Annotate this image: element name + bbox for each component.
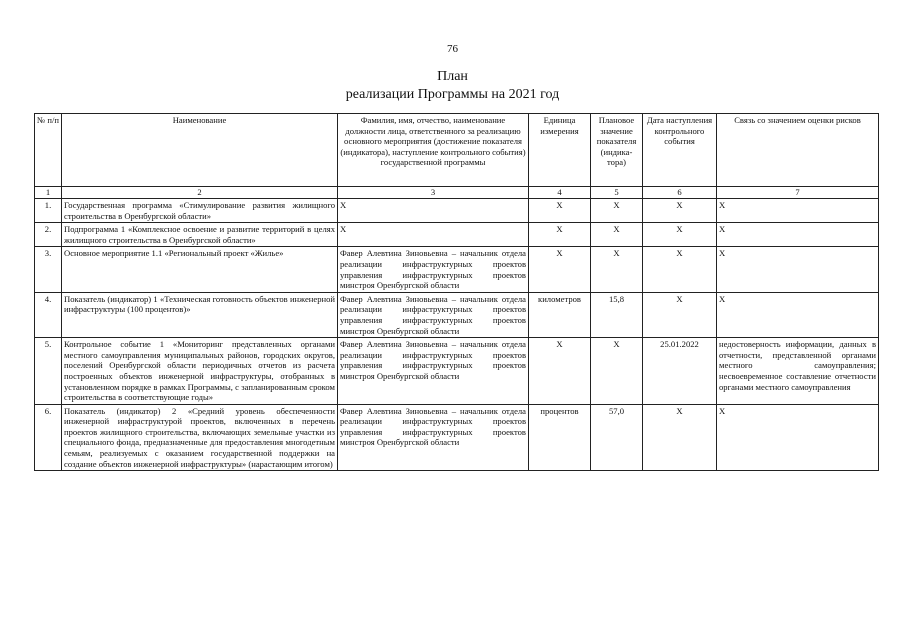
row-unit: Х — [529, 199, 591, 223]
row-responsible: Фавер Алевтина Зиновьевна – начальник отдела реализации инфраструктурных проектов управления инфраструктурных проектов минстроя Оренбургской области — [338, 338, 529, 405]
row-name: Государственная программа «Стимулирование развития жилищного строительства в Оренбургской области» — [62, 199, 338, 223]
column-number: 4 — [529, 187, 591, 199]
row-value: Х — [591, 199, 643, 223]
row-unit: Х — [529, 223, 591, 247]
row-date: 25.01.2022 — [643, 338, 717, 405]
row-name: Контрольное событие 1 «Мониторинг представленных органами местного самоуправления муниципальных районов, городских округов, поселений Оренбургской области периодичных отчетов из расчета построенных объектов инженерной инфраструктуры, отобранных в установленном порядке в рамках Программы, с запланированным сроком строительства в соответствующие годы» — [62, 338, 338, 405]
table-row — [35, 199, 879, 223]
table-row — [35, 223, 879, 247]
row-date: Х — [643, 223, 717, 247]
column-number: 7 — [717, 187, 879, 199]
header-risk: Связь со значением оценки рисков — [717, 114, 879, 187]
row-num: 1. — [35, 199, 62, 223]
column-number: 2 — [62, 187, 338, 199]
row-name: Показатель (индикатор) 1 «Техническая готовность объектов инженерной инфраструктуры (100 процентов)» — [62, 292, 338, 337]
column-number: 6 — [643, 187, 717, 199]
row-num: 2. — [35, 223, 62, 247]
row-value: Х — [591, 223, 643, 247]
header-unit: Единица измерения — [529, 114, 591, 187]
row-date: Х — [643, 292, 717, 337]
header-date: Дата наступления контрольного события — [643, 114, 717, 187]
header-value: Плановое значение показателя (индика-тора) — [591, 114, 643, 187]
table-row — [35, 338, 879, 405]
row-risk: недостоверность информации, данных в отчетности, представленной органами местного самоуправления; несвоевременное составление отчетности органами местного самоуправления — [717, 338, 879, 405]
row-risk: Х — [717, 223, 879, 247]
row-value: 15,8 — [591, 292, 643, 337]
row-responsible: Х — [338, 199, 529, 223]
row-date: Х — [643, 404, 717, 471]
row-date: Х — [643, 199, 717, 223]
row-num: 3. — [35, 247, 62, 292]
row-responsible: Фавер Алевтина Зиновьевна – начальник отдела реализации инфраструктурных проектов управления инфраструктурных проектов минстроя Оренбургской области — [338, 404, 529, 471]
row-value: 57,0 — [591, 404, 643, 471]
column-number: 5 — [591, 187, 643, 199]
row-unit: километров — [529, 292, 591, 337]
header-row — [35, 114, 879, 187]
row-risk: Х — [717, 247, 879, 292]
row-unit: процентов — [529, 404, 591, 471]
row-num: 6. — [35, 404, 62, 471]
row-unit: Х — [529, 247, 591, 292]
column-number: 1 — [35, 187, 62, 199]
header-num: № п/п — [35, 114, 62, 187]
title-line-1: План — [437, 69, 468, 84]
title-line-2: реализации Программы на 2021 год — [345, 87, 560, 102]
table-row — [35, 247, 879, 292]
page-title — [0, 68, 905, 104]
row-risk: Х — [717, 199, 879, 223]
row-name: Подпрограмма 1 «Комплексное освоение и развитие территорий в целях жилищного строительства в Оренбургской области» — [62, 223, 338, 247]
row-responsible: Фавер Алевтина Зиновьевна – начальник отдела реализации инфраструктурных проектов управления инфраструктурных проектов минстроя Оренбургской области — [338, 247, 529, 292]
page-number: 76 — [447, 43, 458, 55]
row-responsible: Фавер Алевтина Зиновьевна – начальник отдела реализации инфраструктурных проектов управления инфраструктурных проектов минстроя Оренбургской области — [338, 292, 529, 337]
row-risk: Х — [717, 404, 879, 471]
column-number-row — [35, 187, 879, 199]
row-unit: Х — [529, 338, 591, 405]
header-name: Наименование — [62, 114, 338, 187]
header-responsible: Фамилия, имя, отчество, наименование должности лица, ответственного за реализацию основного мероприятия (достижение показателя (индикатора), наступление контрольного события) государственной программы — [338, 114, 529, 187]
row-value: Х — [591, 338, 643, 405]
row-name: Основное мероприятие 1.1 «Региональный проект «Жилье» — [62, 247, 338, 292]
plan-table — [34, 113, 879, 471]
row-value: Х — [591, 247, 643, 292]
row-risk: Х — [717, 292, 879, 337]
row-num: 5. — [35, 338, 62, 405]
row-responsible: Х — [338, 223, 529, 247]
table-row — [35, 404, 879, 471]
row-num: 4. — [35, 292, 62, 337]
row-date: Х — [643, 247, 717, 292]
row-name: Показатель (индикатор) 2 «Средний уровень обеспеченности инженерной инфраструктурой проектов, включенных в перечень проектов жилищного строительства, включающих земельные участки из специального фонда, предназначенные для предоставления многодетным семьям, реализуемых с оказанием государственной поддержки на создание объектов инженерной инфраструктуры» (нарастающим итогом) — [62, 404, 338, 471]
table-row — [35, 292, 879, 337]
column-number: 3 — [338, 187, 529, 199]
